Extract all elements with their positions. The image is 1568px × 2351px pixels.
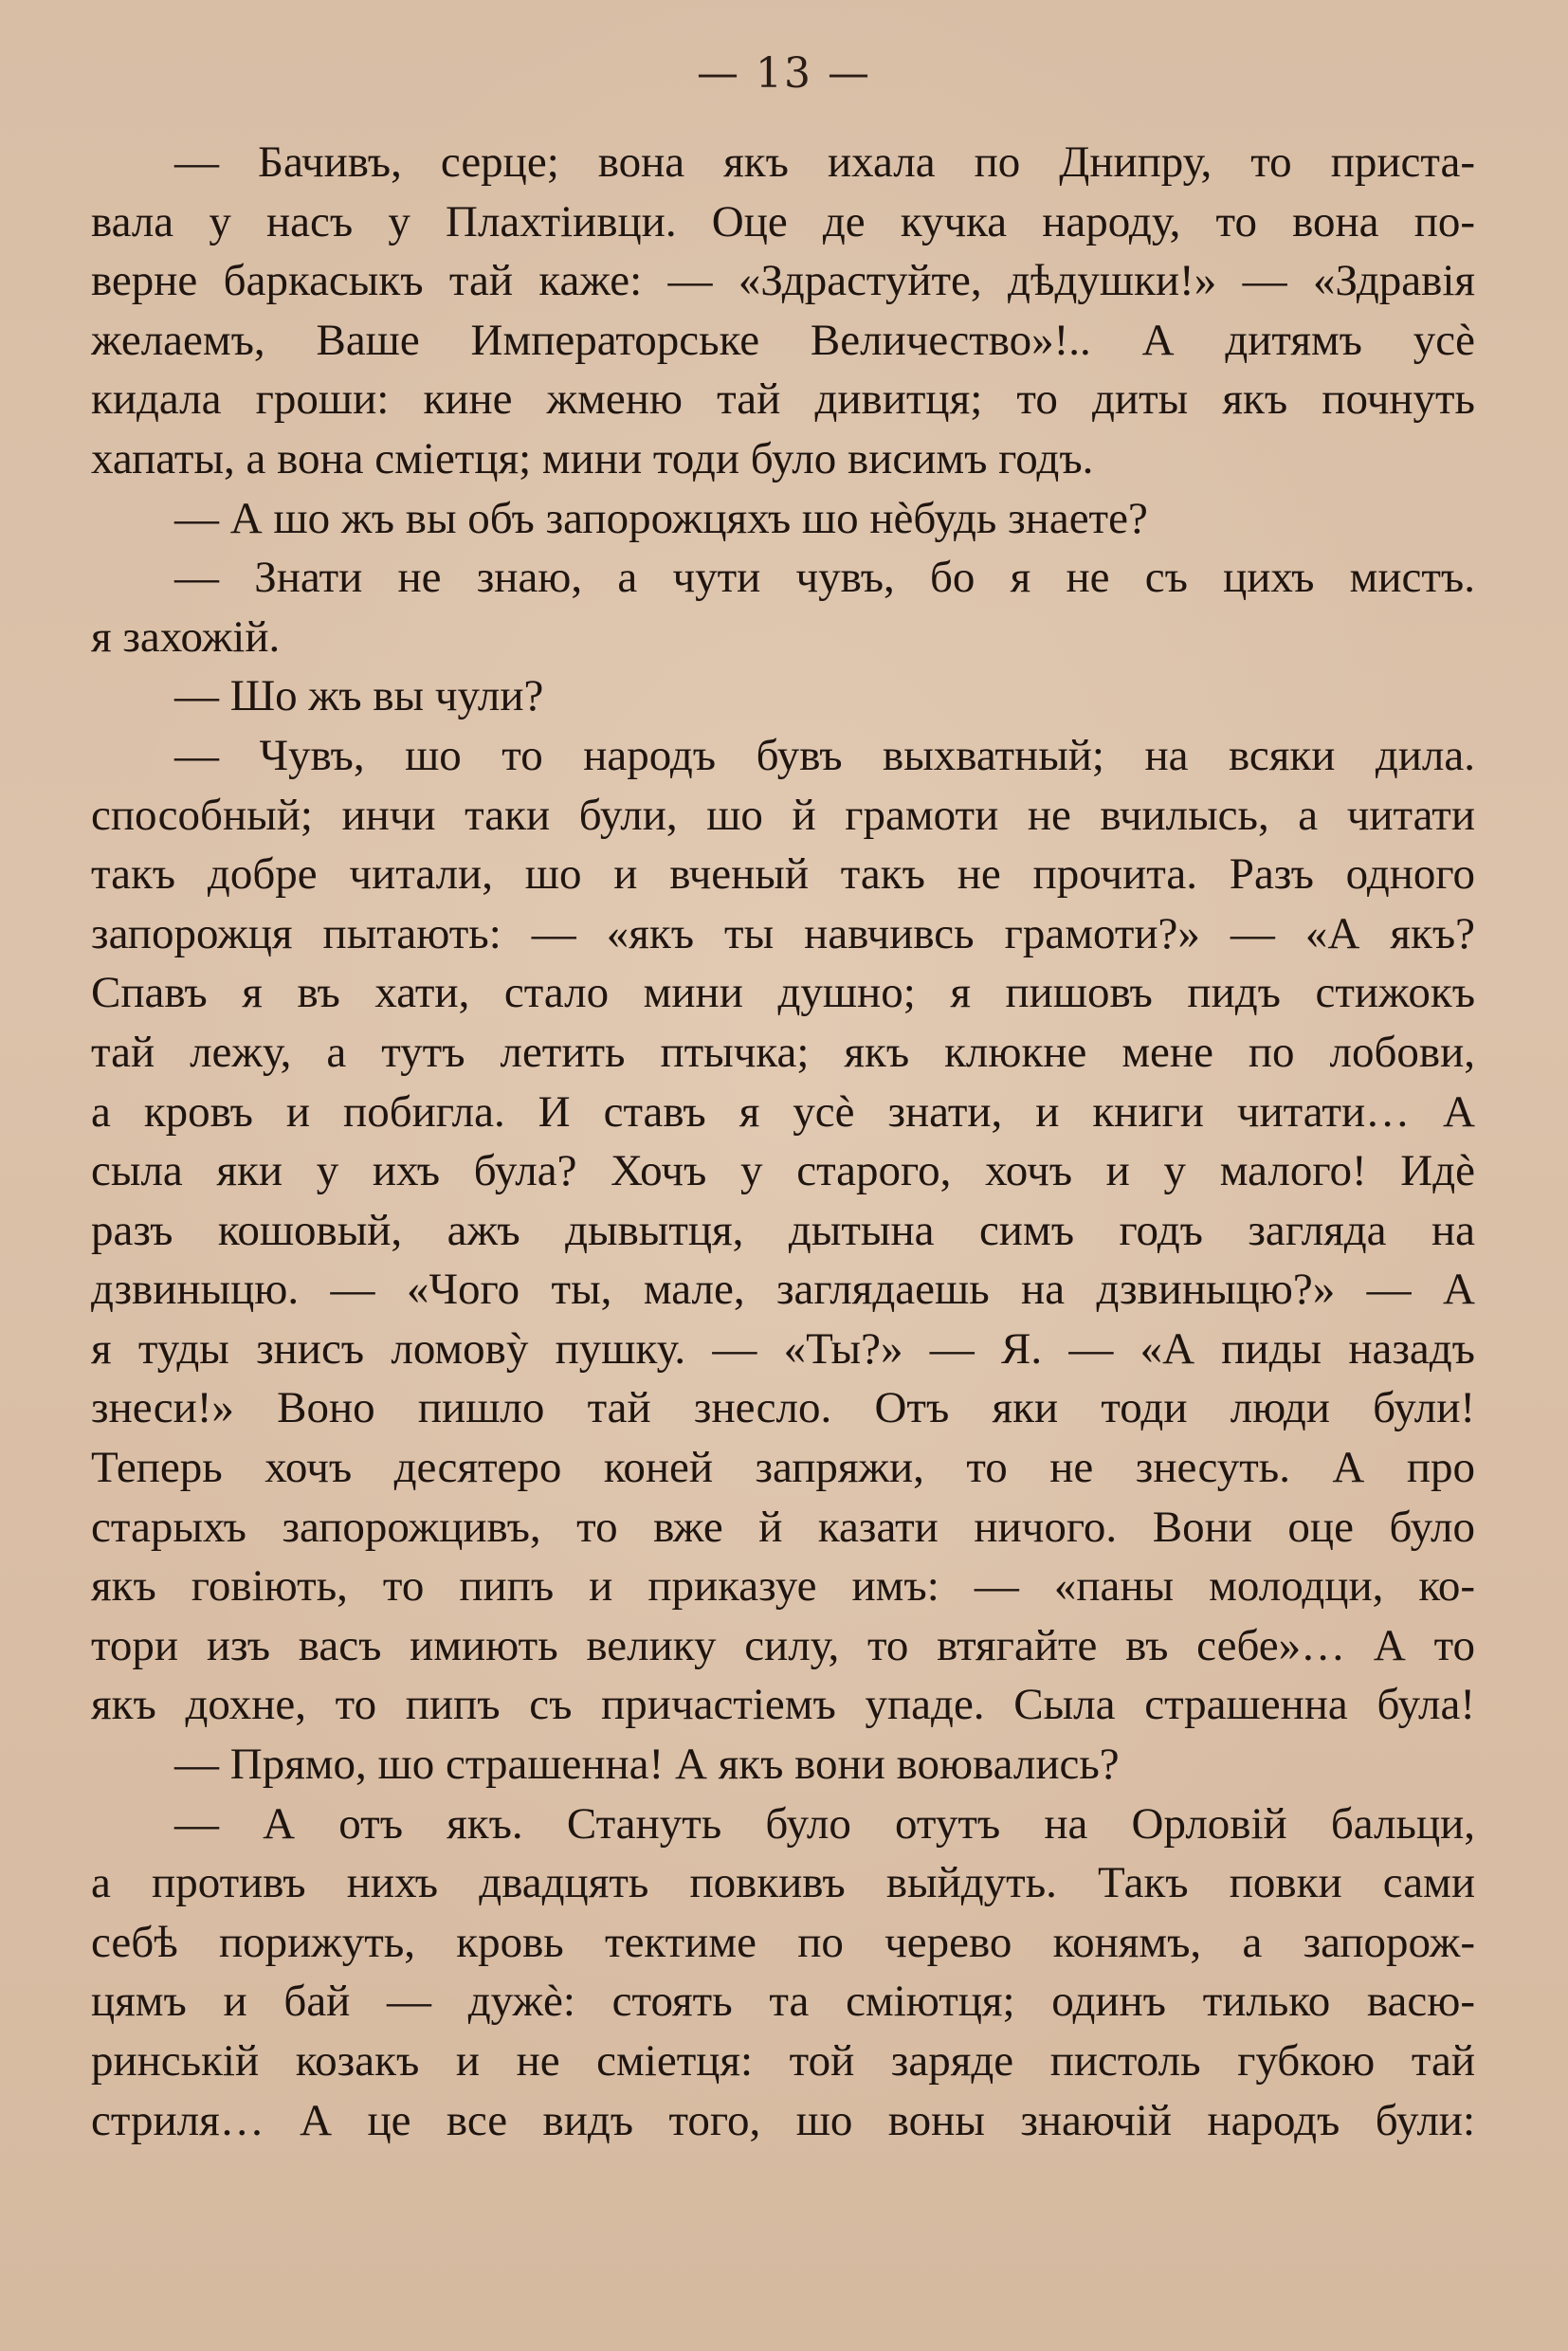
text-line: знеси!» Воно пишло тай знесло. Отъ яки тоди люди були! (91, 1383, 1475, 1433)
text-line: разъ кошовый, ажъ дывытця, дытына симъ годъ загляда на (91, 1205, 1475, 1255)
text-line: — Чувъ, шо то народъ бувъ выхватный; на всяки дила. (174, 730, 1475, 780)
text-line: — А отъ якъ. Стануть було отутъ на Орловій бальци, (174, 1798, 1475, 1849)
body-text (91, 133, 1475, 2150)
text-line: стриля… А це все видъ того, шо воны знаючій народъ були: (91, 2095, 1475, 2145)
text-line: а противъ нихъ двадцять повкивъ выйдуть. Такъ повки сами (91, 1858, 1475, 1908)
text-line: — Прямо, шо страшенна! А якъ вони воювались? (174, 1740, 1120, 1790)
text-line: — Бачивъ, серце; вона якъ ихала по Днипру, то приста- (174, 137, 1475, 187)
text-line: ринській козакъ и не сміетця: той заряде пистоль губкою тай (91, 2036, 1475, 2086)
text-line: запорожця пытають: — «якъ ты навчивсь грамоти?» — «А якъ? (91, 908, 1475, 958)
text-line: верне баркасыкъ тай каже: — «Здрастуйте, дѣдушки!» — «Здравія (91, 256, 1475, 306)
text-line: Спавъ я въ хати, стало мини душно; я пишовъ пидъ стижокъ (91, 968, 1475, 1018)
text-line: Теперь хочъ десятеро коней запряжи, то не знесуть. А про (91, 1443, 1475, 1493)
text-line: дзвиныцю. — «Чого ты, мале, заглядаешь на дзвиныцю?» — А (91, 1265, 1475, 1315)
text-line: цямъ и бай — дужѐ: стоять та сміютця; одинъ тилько васю- (91, 1977, 1475, 2027)
text-line: желаемъ, Ваше Императорське Величество»!.. А дитямъ усѐ (91, 315, 1475, 365)
text-line: такъ добре читали, шо и вченый такъ не прочита. Разъ одного (91, 849, 1475, 900)
page-number: — 13 — (697, 49, 871, 98)
text-line: — Шо жъ вы чули? (174, 671, 544, 721)
text-line: — Знати не знаю, а чути чувъ, бо я не съ цихъ мистъ. (174, 553, 1475, 603)
text-line: я туды знисъ ломовỳ пушку. — «Ты?» — Я. — «А пиды назадъ (91, 1323, 1475, 1374)
text-line: сыла яки у ихъ була? Хочъ у старого, хочъ и у малого! Идѐ (91, 1146, 1475, 1196)
text-line: — А шо жъ вы объ запорожцяхъ шо нѐбудь знаете? (174, 493, 1148, 543)
text-line: якъ дохне, то пипъ съ причастіемъ упаде. Сыла страшенна була! (91, 1680, 1475, 1730)
text-line: я захожій. (91, 611, 281, 662)
text-line: способный; инчи таки були, шо й грамоти не вчилысь, а читати (91, 790, 1475, 840)
text-line: тай лежу, а тутъ летить птычка; якъ клюкне мене по лобови, (91, 1027, 1475, 1077)
text-line: якъ говіють, то пипъ и приказуе имъ: — «паны молодци, ко- (91, 1561, 1475, 1612)
text-line: кидала гроши: кине жменю тай дивитця; то диты якъ почнуть (91, 374, 1475, 425)
text-line: хапаты, а вона сміетця; мини тоди було висимъ годъ. (91, 433, 1094, 483)
text-line: себѣ порижуть, кровь тектиме по черево конямъ, а запорож- (91, 1917, 1475, 1967)
text-line: старыхъ запорожцивъ, то вже й казати ничого. Вони оце було (91, 1502, 1475, 1552)
text-line: тори изъ васъ имиють велику силу, то втягайте въ себе»… А то (91, 1620, 1475, 1670)
text-line: а кровъ и побигла. И ставъ я усѐ знати, и книги читати… А (91, 1086, 1475, 1137)
text-line: вала у насъ у Плахтіивци. Оце де кучка народу, то вона по- (91, 196, 1475, 246)
